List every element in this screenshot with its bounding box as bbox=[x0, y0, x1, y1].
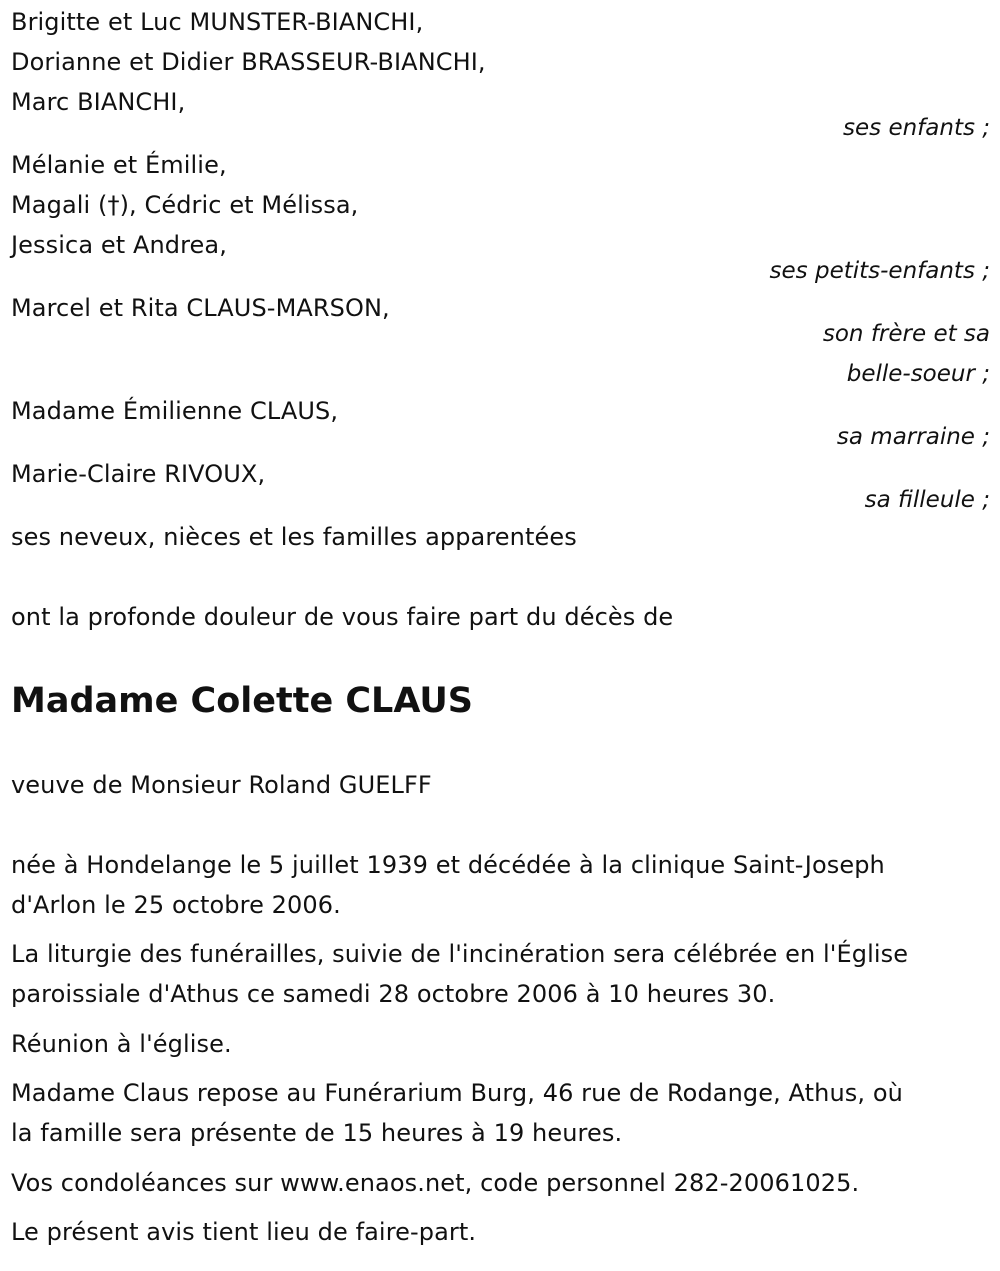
relation-label: ses enfants ; bbox=[843, 115, 990, 141]
paragraph-line: Le présent avis tient lieu de faire-part. bbox=[11, 1218, 477, 1246]
paragraph-line: la famille sera présente de 15 heures à 19 heures. bbox=[11, 1119, 623, 1147]
family-line: Brigitte et Luc MUNSTER-BIANCHI, bbox=[11, 8, 424, 36]
relation-label: belle-soeur ; bbox=[846, 361, 990, 387]
other-relatives: ses neveux, nièces et les familles apparentées bbox=[11, 523, 577, 551]
deceased-name: Madame Colette CLAUS bbox=[11, 681, 473, 721]
family-line: Marie-Claire RIVOUX, bbox=[11, 460, 266, 488]
family-line: Dorianne et Didier BRASSEUR-BIANCHI, bbox=[11, 48, 486, 76]
paragraph-line: née à Hondelange le 5 juillet 1939 et décédée à la clinique Saint-Joseph bbox=[11, 851, 885, 879]
widow-of-text: veuve de Monsieur Roland GUELFF bbox=[11, 771, 432, 799]
family-line: Marcel et Rita CLAUS-MARSON, bbox=[11, 294, 390, 322]
paragraph-line: La liturgie des funérailles, suivie de l'incinération sera célébrée en l'Église bbox=[11, 940, 909, 968]
paragraph-line: Réunion à l'église. bbox=[11, 1030, 232, 1058]
paragraph-line: paroissiale d'Athus ce samedi 28 octobre 2006 à 10 heures 30. bbox=[11, 980, 776, 1008]
relation-label: son frère et sa bbox=[822, 321, 990, 347]
family-line: Madame Émilienne CLAUS, bbox=[11, 397, 339, 425]
announcement-text: ont la profonde douleur de vous faire part du décès de bbox=[11, 603, 674, 631]
relation-label: sa filleule ; bbox=[864, 487, 990, 513]
paragraph-line: Madame Claus repose au Funérarium Burg, 46 rue de Rodange, Athus, où bbox=[11, 1079, 903, 1107]
family-line: Magali (†), Cédric et Mélissa, bbox=[11, 191, 359, 219]
family-line: Marc BIANCHI, bbox=[11, 88, 186, 116]
condolences-line: Vos condoléances sur www.enaos.net, code personnel 282-20061025. bbox=[11, 1169, 860, 1197]
relation-label: sa marraine ; bbox=[836, 424, 990, 450]
relation-label: ses petits-enfants ; bbox=[769, 258, 990, 284]
family-line: Jessica et Andrea, bbox=[11, 231, 227, 259]
family-line: Mélanie et Émilie, bbox=[11, 151, 227, 179]
paragraph-line: d'Arlon le 25 octobre 2006. bbox=[11, 891, 341, 919]
